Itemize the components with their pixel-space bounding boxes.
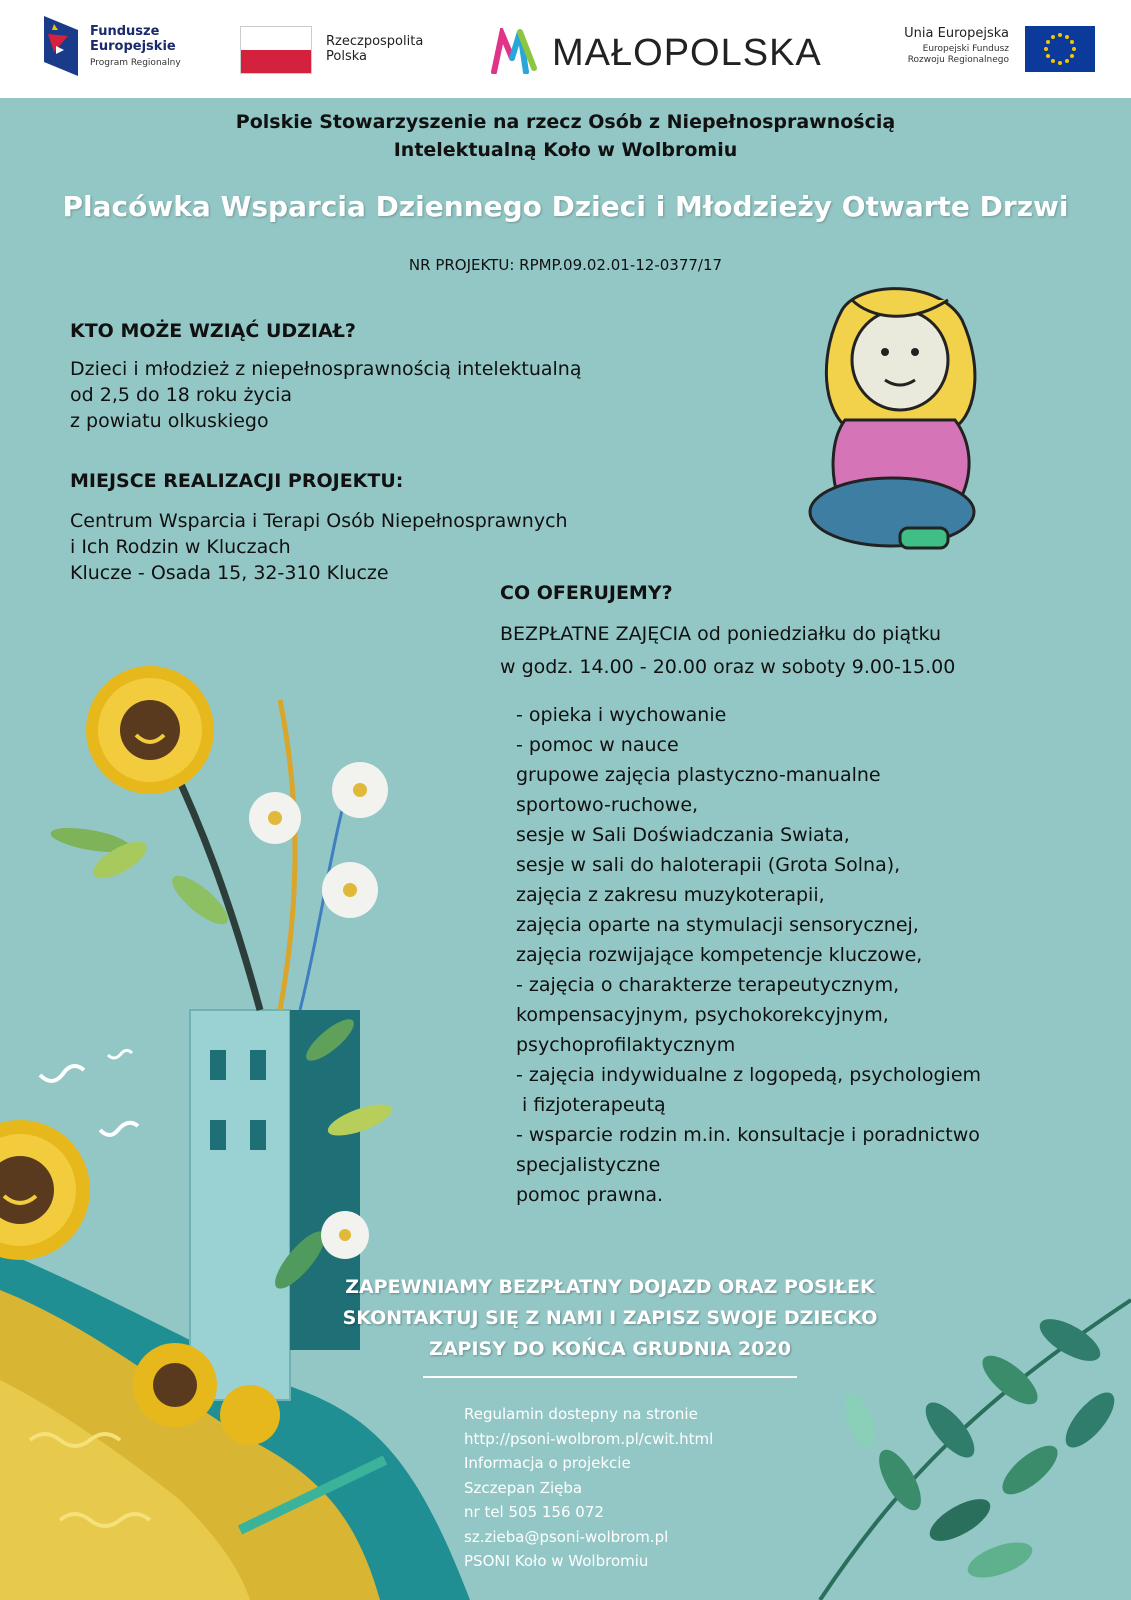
project-number: NR PROJEKTU: RPMP.09.02.01-12-0377/17 bbox=[408, 256, 723, 274]
fe-name: Fundusze Europejskie bbox=[90, 24, 176, 54]
sunflower-left bbox=[0, 1120, 90, 1260]
regulation-link[interactable]: http://psoni-wolbrom.pl/cwit.html bbox=[464, 1429, 714, 1448]
eu-flag-icon bbox=[1025, 26, 1095, 72]
fundusze-europejskie-logo bbox=[44, 16, 244, 80]
regulation-note: Regulamin dostepny na stronie bbox=[464, 1405, 698, 1423]
list-item: zajęcia oparte na stymulacji sensorycznej, bbox=[516, 914, 919, 936]
list-item: grupowe zajęcia plastyczno-manualne bbox=[516, 764, 881, 786]
fe-program: Program Regionalny bbox=[90, 58, 181, 68]
list-item: sesje w Sali Doświadczania Swiata, bbox=[516, 824, 850, 846]
project-info-label: Informacja o projekcie bbox=[464, 1454, 631, 1472]
organization-name: Polskie Stowarzyszenie na rzecz Osób z Niepełnosprawnością Intelektualną Koło w Wolbromiu bbox=[235, 111, 896, 161]
list-item: sesje w sali do haloterapii (Grota Solna), bbox=[516, 854, 901, 876]
list-item: pomoc prawna. bbox=[516, 1184, 664, 1206]
girl-illustration bbox=[810, 289, 975, 548]
contact-email[interactable]: sz.zieba@psoni-wolbrom.pl bbox=[464, 1527, 669, 1546]
list-item: zajęcia rozwijające kompetencje kluczowe, bbox=[516, 944, 923, 966]
contact-person: Szczepan Zięba bbox=[464, 1478, 583, 1497]
polish-flag-icon bbox=[240, 26, 312, 74]
offer-intro: BEZPŁATNE ZAJĘCIA od poniedziałku do piątku w godz. 14.00 - 20.00 oraz w soboty 9.00-15.00 bbox=[500, 623, 956, 678]
list-item: - zajęcia o charakterze terapeutycznym, bbox=[516, 974, 900, 996]
rp-name: Rzeczpospolita Polska bbox=[326, 34, 424, 64]
place-heading: MIEJSCE REALIZACJI PROJEKTU: bbox=[70, 470, 404, 492]
offer-list bbox=[516, 700, 981, 1210]
ue-name: Unia Europejska bbox=[904, 26, 1009, 41]
fe-emblem-icon bbox=[44, 16, 78, 76]
list-item: specjalistyczne bbox=[516, 1154, 661, 1176]
place-address: Centrum Wsparcia i Terapi Osób Niepełnosprawnych i Ich Rodzin w Kluczach Klucze - Osada 15, 32-310 Klucze bbox=[70, 510, 568, 584]
list-item: - zajęcia indywidualne z logopedą, psychologiem bbox=[516, 1064, 982, 1086]
malopolska-mark-icon bbox=[490, 28, 538, 74]
list-item: - opieka i wychowanie bbox=[516, 704, 727, 726]
paper-building bbox=[190, 1010, 290, 1400]
ue-fund: Europejski Fundusz Rozwoju Regionalnego bbox=[907, 44, 1009, 65]
who-description: Dzieci i młodzież z niepełnosprawnością intelektualną od 2,5 do 18 roku życia z powiatu olkuskiego bbox=[70, 358, 582, 432]
sunflower-top bbox=[86, 666, 214, 794]
bird-icon bbox=[40, 1066, 84, 1081]
malopolska-logo bbox=[490, 28, 850, 78]
list-item: - wsparcie rodzin m.in. konsultacje i poradnictwo bbox=[516, 1124, 980, 1146]
rzeczpospolita-polska-logo bbox=[240, 26, 450, 74]
who-heading: KTO MOŻE WZIĄĆ UDZIAŁ? bbox=[70, 320, 356, 342]
organization-footer: PSONI Koło w Wolbromiu bbox=[464, 1552, 649, 1570]
malopolska-text: MAŁOPOLSKA bbox=[552, 32, 822, 74]
page-title: Placówka Wsparcia Dziennego Dzieci i Młodzieży Otwarte Drzwi bbox=[62, 190, 1069, 223]
list-item: i fizjoterapeutą bbox=[516, 1094, 666, 1116]
list-item: sportowo-ruchowe, bbox=[516, 794, 699, 816]
list-item: kompensacyjnym, psychokorekcyjnym, bbox=[516, 1004, 889, 1026]
logo-bar bbox=[0, 0, 1131, 98]
list-item: - pomoc w nauce bbox=[516, 734, 679, 756]
offer-heading: CO OFERUJEMY? bbox=[500, 582, 673, 604]
call-to-action: ZAPEWNIAMY BEZPŁATNY DOJAZD ORAZ POSIŁEK SKONTAKTUJ SIĘ Z NAMI I ZAPISZ SWOJE DZIECKO ZAPISY DO KOŃCA GRUDNIA 2020 bbox=[342, 1276, 878, 1360]
contact-phone: nr tel 505 156 072 bbox=[464, 1503, 604, 1521]
list-item: zajęcia z zakresu muzykoterapii, bbox=[516, 884, 825, 906]
divider bbox=[423, 1376, 797, 1378]
contact-info bbox=[464, 1402, 713, 1574]
list-item: psychoprofilaktycznym bbox=[516, 1034, 736, 1056]
unia-europejska-logo bbox=[870, 24, 1095, 76]
